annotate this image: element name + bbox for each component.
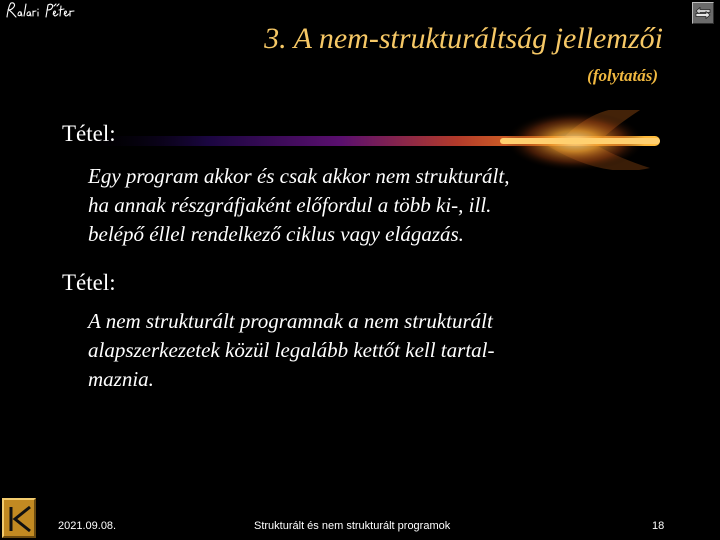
- footer-date: 2021.09.08.: [58, 520, 117, 532]
- slide-subtitle: (folytatás): [587, 66, 658, 85]
- page-number: 18: [652, 520, 665, 532]
- theorem-heading: Tétel:: [62, 121, 116, 146]
- theorem-line: ha annak részgráfjaként előfordul a több ki-, ill.: [88, 193, 492, 217]
- signature-image: [4, 0, 88, 22]
- theorem-line: maznia.: [88, 367, 154, 391]
- theorem-heading: Tétel:: [62, 270, 116, 295]
- first-slide-icon: [7, 505, 33, 533]
- footer-title: Strukturált és nem strukturált programok: [254, 520, 451, 532]
- first-slide-button[interactable]: [2, 498, 36, 538]
- theorem-line: Egy program akkor és csak akkor nem strukturált,: [88, 164, 510, 188]
- theorem-text: [88, 307, 494, 394]
- theorem-line: alapszerkezetek közül legalább kettőt kell tartal-: [88, 338, 495, 362]
- theorem-text: [88, 162, 509, 249]
- theorem-line: A nem strukturált programnak a nem strukturált: [88, 309, 493, 333]
- slide-title: 3. A nem-strukturáltság jellemzői: [264, 22, 663, 55]
- nav-arrows-button[interactable]: [692, 2, 714, 24]
- prev-next-arrows-icon: [695, 7, 711, 19]
- theorem-line: belépő éllel rendelkező ciklus vagy elágazás.: [88, 222, 464, 246]
